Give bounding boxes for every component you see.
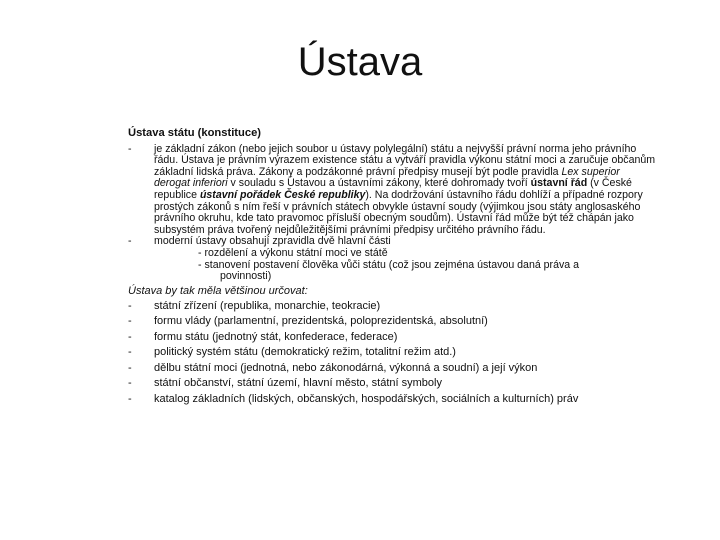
slide-title: Ústava — [297, 40, 423, 84]
list-item-text: formu vlády (parlamentní, prezidentská, poloprezidentská, absolutní) — [154, 315, 488, 328]
bullet-dash: - — [128, 330, 132, 343]
latin-maxim: Lex superior derogat inferiori — [154, 165, 620, 190]
bullet-dash: - — [128, 315, 132, 328]
slide-content — [128, 128, 656, 407]
list-item — [128, 330, 656, 346]
bullet-dash: - — [128, 299, 132, 312]
bullet-dash: - — [128, 142, 132, 155]
definition-paragraph — [128, 144, 656, 237]
bullet-dash: - — [128, 377, 132, 390]
constitution-list — [128, 299, 656, 408]
section-subtitle: Ústava státu (konstituce) — [128, 127, 262, 139]
list-heading-colon: : — [304, 284, 308, 297]
list-item — [128, 345, 656, 361]
list-heading-text: Ústava by tak měla většinou určovat — [128, 284, 305, 297]
term-ustavni-poradek: ústavní pořádek České republiky — [199, 188, 366, 201]
list-item — [128, 299, 656, 315]
definition-text-3: (v České republice — [154, 177, 632, 201]
list-item — [128, 314, 656, 330]
definition-text-4: ). Na dodržování ústavního řádu dohlíží a případné rozpory prostých zákonů s ním řeší v právních státech obvykle ústavní soudy (výjimkou jsou státy anglosaského právního okruhu, kde tato pravomoc přísluší obecným soudům). Ústavní řád může být též chápán jako subsystém práva tvořený nejdůležitějšími právními předpisy určitého právního řádu. — [154, 188, 643, 236]
list-item-text: dělbu státní moci (jednotná, nebo zákonodárná, výkonná a soudní) a její výkon — [154, 361, 538, 374]
list-item-text: katalog základních (lidských, občanských, hospodářských, sociálních a kulturních) práv — [154, 392, 579, 405]
bullet-dash: - — [128, 235, 132, 248]
list-item — [128, 376, 656, 392]
parts-text: moderní ústavy obsahují zpravidla dvě hlavní části — [154, 235, 391, 248]
part-item-2-continued: povinnosti) — [220, 270, 272, 283]
part-item-1: - rozdělení a výkonu státní moci ve státě — [198, 246, 388, 259]
list-item-text: státní občanství, státní území, hlavní město, státní symboly — [154, 377, 442, 390]
bullet-dash: - — [128, 361, 132, 374]
list-item-text: státní zřízení (republika, monarchie, teokracie) — [154, 299, 381, 312]
bullet-dash: - — [128, 346, 132, 359]
bullet-dash: - — [128, 392, 132, 405]
definition-text-1: je základní zákon (nebo jejich soubor u ústavy polylegální) státu a nejvyšší právní norma jeho právního řádu. Ústava je právním výrazem existence státu a vytváří pravidla výkonu státní moci a zaručuje občanům základní lidská práva. Zákony a podzákonné právní předpisy musejí být podle pravidla — [154, 142, 656, 178]
term-ustavni-rad: ústavní řád — [530, 177, 588, 190]
list-heading — [128, 284, 656, 299]
list-item — [128, 392, 656, 408]
definition-text-2: v souladu s Ústavou a ústavními zákony, které dohromady tvoří — [227, 177, 531, 190]
list-item-text: politický systém státu (demokratický režim, totalitní režim atd.) — [154, 346, 456, 359]
list-item-text: formu státu (jednotný stát, konfederace, federace) — [154, 330, 398, 343]
list-item — [128, 361, 656, 377]
part-item-2: - stanovení postavení člověka vůči státu (což jsou zejména ústavou daná práva a — [198, 258, 580, 271]
